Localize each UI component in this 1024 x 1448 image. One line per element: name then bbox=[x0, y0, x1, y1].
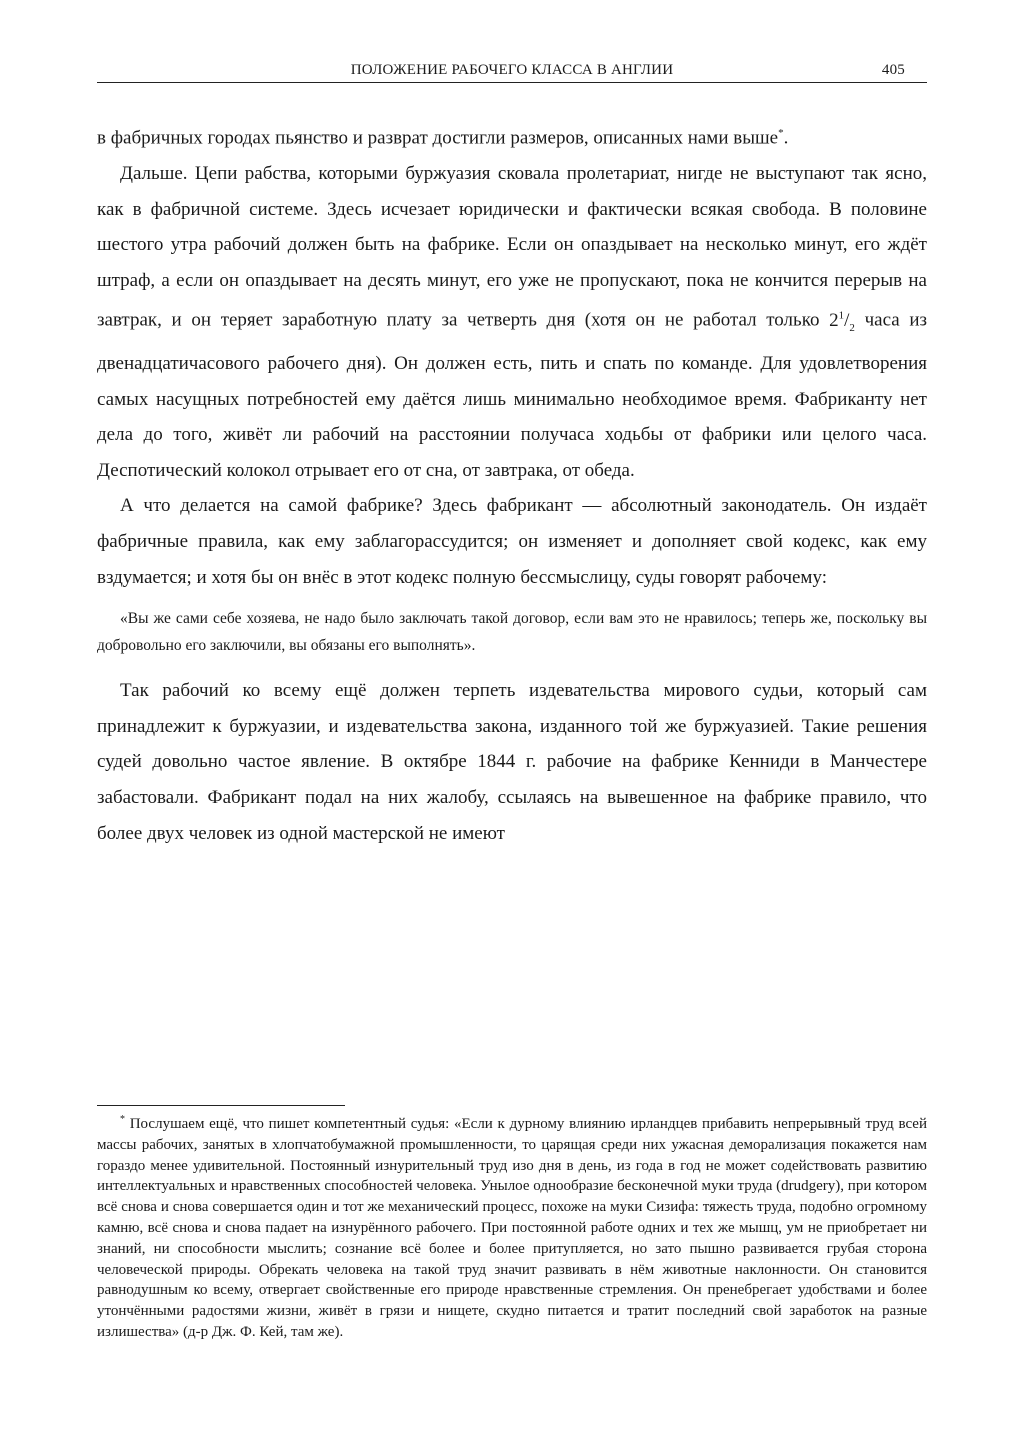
paragraph-justice: Так рабочий ко всему ещё должен терпеть издевательства мирового судьи, который сам принадлежит к буржуазии, и издевательства закона, изданного той же буржуазией. Такие решения судей довольно частое явление. В октябре 1844 г. рабочие на фабрике Кенниди в Манчестере забастовали. Фабрикант подал на них жалобу, ссылаясь на вывешенное на фабрике правило, что более двух человек из одной мастерской не имеют bbox=[97, 680, 927, 844]
footnote-text: Послушаем ещё, что пишет компетентный судья: «Если к дурному влиянию ирландцев прибавить непрерывный труд всей массы рабочих, занятых в хлопчатобумажной промышленности, то царящая среди них ужасная деморализация покажется нам гораздо менее удивительной. Постоянный изнурительный труд изо дня в день, из года в год не может содействовать развитию интеллектуальных и нравственных способностей человека. Унылое однообразие бесконечной муки труда (drudgery), при котором всё снова и снова совершается один и тот же механический процесс, похоже на муки Сизифа: тяжесть труда, подобно огромному камню, всё снова и снова падает на изнурённого рабочего. При постоянной работе одних и тех же мышц, ум не приобретает ни знаний, ни способности мыслить; сознание всё более и более притупляется, но зато пышно развивается грубая сторона человеческой природы. Обрекать человека на такой труд значит развивать в нём животные наклонности. Он становится равнодушным ко всему, отвергает свойственные его природе нравственные стремления. Он пренебрегает удобствами и более утончёнными радостями жизни, живёт в грязи и нищете, скудно питается и тратит последний свой заработок на разные излишества» (д-р Дж. Ф. Кей, там же). bbox=[97, 1116, 927, 1340]
footnote bbox=[97, 1110, 927, 1343]
footnote-divider bbox=[97, 1105, 345, 1106]
page-number: 405 bbox=[881, 62, 905, 78]
fraction-two-and-a-half: $2^1/_2$ bbox=[829, 309, 855, 334]
running-header bbox=[97, 60, 927, 83]
paragraph-text: часа из двенадцатичасового рабочего дня). Он должен есть, пить и спать по команде. Для удовлетворения самых насущных потребностей ему даётся лишь минимально необходимое время. Фабриканту нет дела до того, живёт ли рабочий на расстоянии получаса ходьбы от фабрики или целого часа. Деспотический колокол отрывает его от сна, от завтрака, от обеда. bbox=[97, 309, 927, 481]
paragraph-factory-rules: А что делается на самой фабрике? Здесь фабрикант — абсолютный законодатель. Он издаёт фабричные правила, как ему заблагорассудится; он изменяет и дополняет свой кодекс, как ему вздумается; и хотя бы он внёс в этот кодекс полную бессмыслицу, суды говорят рабочему: bbox=[97, 495, 927, 588]
footnote-mark: * bbox=[120, 1114, 125, 1125]
paragraph-text: в фабричных городах пьянство и разврат достигли размеров, описанных нами выше bbox=[97, 127, 779, 149]
paragraph-text: Дальше. Цепи рабства, которыми буржуазия сковала пролетариат, нигде не выступают так ясно, как в фабричной системе. Здесь исчезает юридически и фактически всякая свобода. В половине шестого утра рабочий должен быть на фабрике. Если он опаздывает на несколько минут, его ждёт штраф, а если он опаздывает на десять минут, его уже не пропускают, пока не кончится перерыв на завтрак, и он теряет заработную плату за четверть дня (хотя он не работал только bbox=[97, 162, 927, 331]
main-text bbox=[97, 116, 927, 851]
running-title: ПОЛОЖЕНИЕ РАБОЧЕГО КЛАССА В АНГЛИИ bbox=[350, 62, 674, 78]
block-quote: «Вы же сами себе хозяева, не надо было заключать такой договор, если вам это не нравилось; теперь же, поскольку вы добровольно его заключили, вы обязаны его выполнять». bbox=[97, 610, 927, 655]
footnote-reference[interactable]: * bbox=[778, 127, 784, 139]
paragraph-continued bbox=[97, 116, 927, 156]
paragraph-factory-system bbox=[97, 156, 927, 488]
paragraph-end: . bbox=[783, 127, 789, 149]
